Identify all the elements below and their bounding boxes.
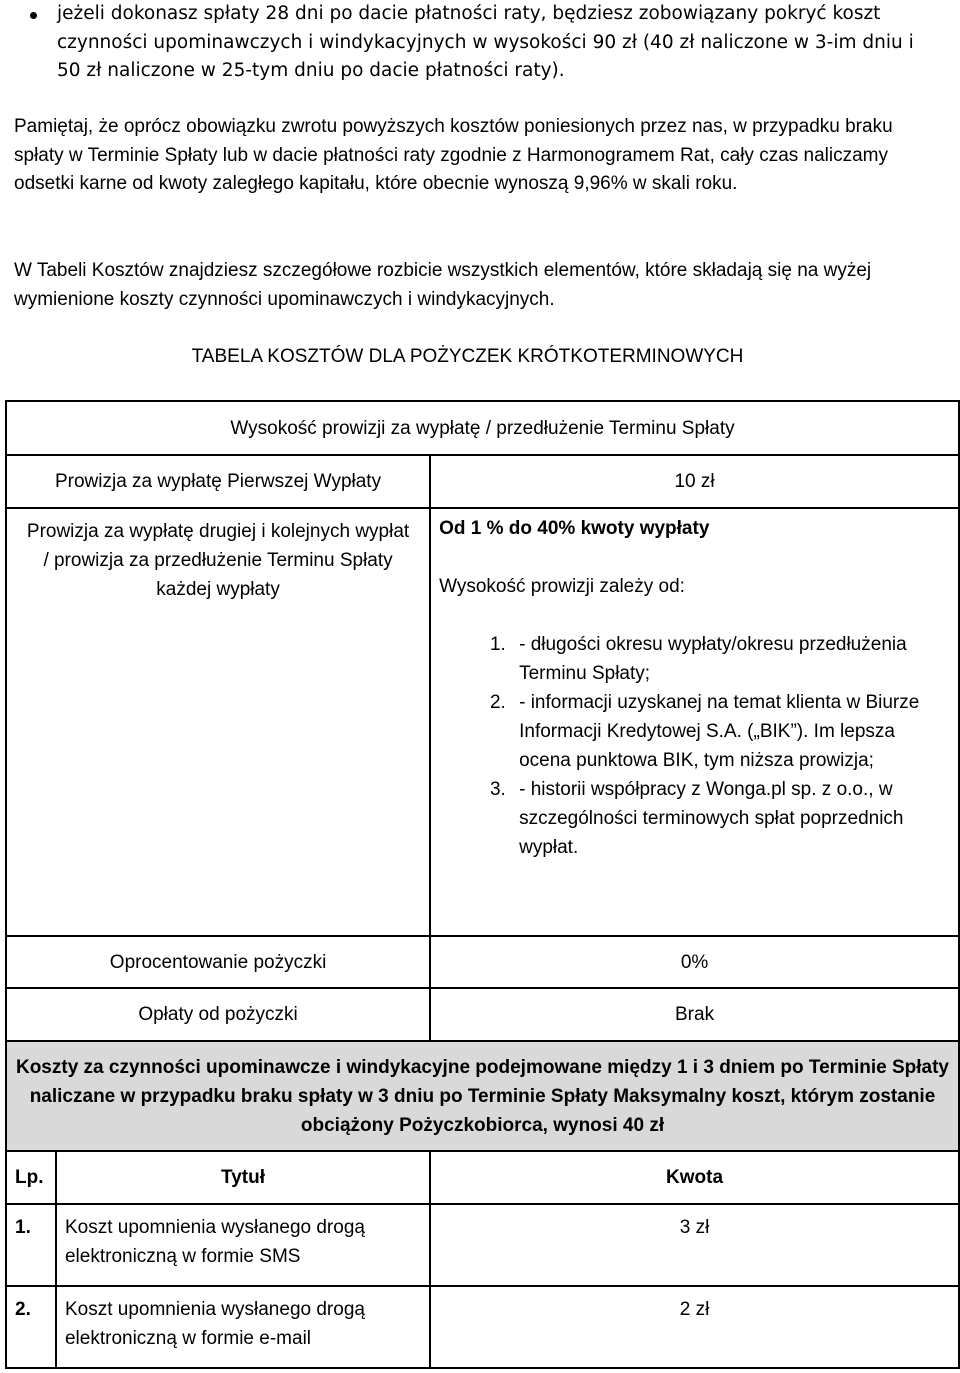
row-amount: 2 zł bbox=[430, 1286, 959, 1368]
table-row bbox=[6, 1204, 959, 1286]
fees-value: Brak bbox=[430, 988, 959, 1041]
row-amount: 3 zł bbox=[430, 1204, 959, 1286]
factor-item: 2. - informacji uzyskanej na temat klienta w Biurze Informacji Kredytowej S.A. („BIK”). Im lepsza ocena punktowa BIK, tym niższa prowizja; bbox=[511, 688, 950, 775]
factor-item: 1. - długości okresu wypłaty/okresu przedłużenia Terminu Spłaty; bbox=[511, 630, 950, 688]
column-header-amount: Kwota bbox=[430, 1151, 959, 1204]
column-header-title: Tytuł bbox=[56, 1151, 430, 1204]
fees-label: Opłaty od pożyczki bbox=[6, 988, 430, 1041]
paragraph-interest: Pamiętaj, że oprócz obowiązku zwrotu powyższych kosztów poniesionych przez nas, w przypadku braku spłaty w Terminie Spłaty lub w dacie płatności raty zgodnie z Harmonogramem Rat, cały czas naliczamy odsetki karne od kwoty zaległego kapitału, które obecnie wynoszą 9,96% w skali roku. bbox=[14, 116, 893, 194]
row-lp: 1. bbox=[6, 1204, 56, 1286]
interest-label: Oprocentowanie pożyczki bbox=[6, 936, 430, 988]
commission-range: Od 1 % do 40% kwoty wypłaty bbox=[439, 518, 710, 539]
bullet-dot-icon bbox=[30, 12, 37, 19]
first-payout-value: 10 zł bbox=[430, 455, 959, 508]
commission-header: Wysokość prowizji za wypłatę / przedłużenie Terminu Spłaty bbox=[6, 401, 959, 455]
factor-item: 3. - historii współpracy z Wonga.pl sp. z o.o., w szczególności terminowych spłat poprzednich wypłat. bbox=[511, 775, 950, 862]
next-payout-details bbox=[430, 508, 959, 936]
factors-list bbox=[439, 630, 950, 862]
bullet-text: jeżeli dokonasz spłaty 28 dni po dacie płatności raty, będziesz zobowiązany pokryć koszt czynności upominawczych i windykacyjnych w wysokości 90 zł (40 zł naliczone w 3-im dniu i 50 zł naliczone w 25-tym dniu po dacie płatności raty). bbox=[57, 3, 914, 81]
row-title: Koszt upomnienia wysłanego drogą elektroniczną w formie SMS bbox=[56, 1204, 430, 1286]
table-title: TABELA KOSZTÓW DLA POŻYCZEK KRÓTKOTERMINOWYCH bbox=[191, 346, 744, 367]
table-row bbox=[6, 1286, 959, 1368]
next-payout-label: Prowizja za wypłatę drugiej i kolejnych wypłat / prowizja za przedłużenie Terminu Spłaty każdej wypłaty bbox=[6, 508, 430, 936]
first-payout-label: Prowizja za wypłatę Pierwszej Wypłaty bbox=[6, 455, 430, 508]
collection-costs-header: Koszty za czynności upominawcze i windykacyjne podejmowane między 1 i 3 dniem po Terminie Spłaty naliczane w przypadku braku spłaty w 3 dniu po Terminie Spłaty Maksymalny koszt, którym zostanie obciążony Pożyczkobiorca, wynosi 40 zł bbox=[6, 1041, 959, 1151]
row-title: Koszt upomnienia wysłanego drogą elektroniczną w formie e-mail bbox=[56, 1286, 430, 1368]
cost-table bbox=[5, 400, 960, 1369]
column-header-lp: Lp. bbox=[6, 1151, 56, 1204]
interest-value: 0% bbox=[430, 936, 959, 988]
bullet-item bbox=[57, 0, 937, 86]
depends-label: Wysokość prowizji zależy od: bbox=[439, 576, 685, 597]
paragraph-table-info: W Tabeli Kosztów znajdziesz szczegółowe rozbicie wszystkich elementów, które składają się na wyżej wymienione koszty czynności upominawczych i windykacyjnych. bbox=[14, 260, 872, 310]
row-lp: 2. bbox=[6, 1286, 56, 1368]
